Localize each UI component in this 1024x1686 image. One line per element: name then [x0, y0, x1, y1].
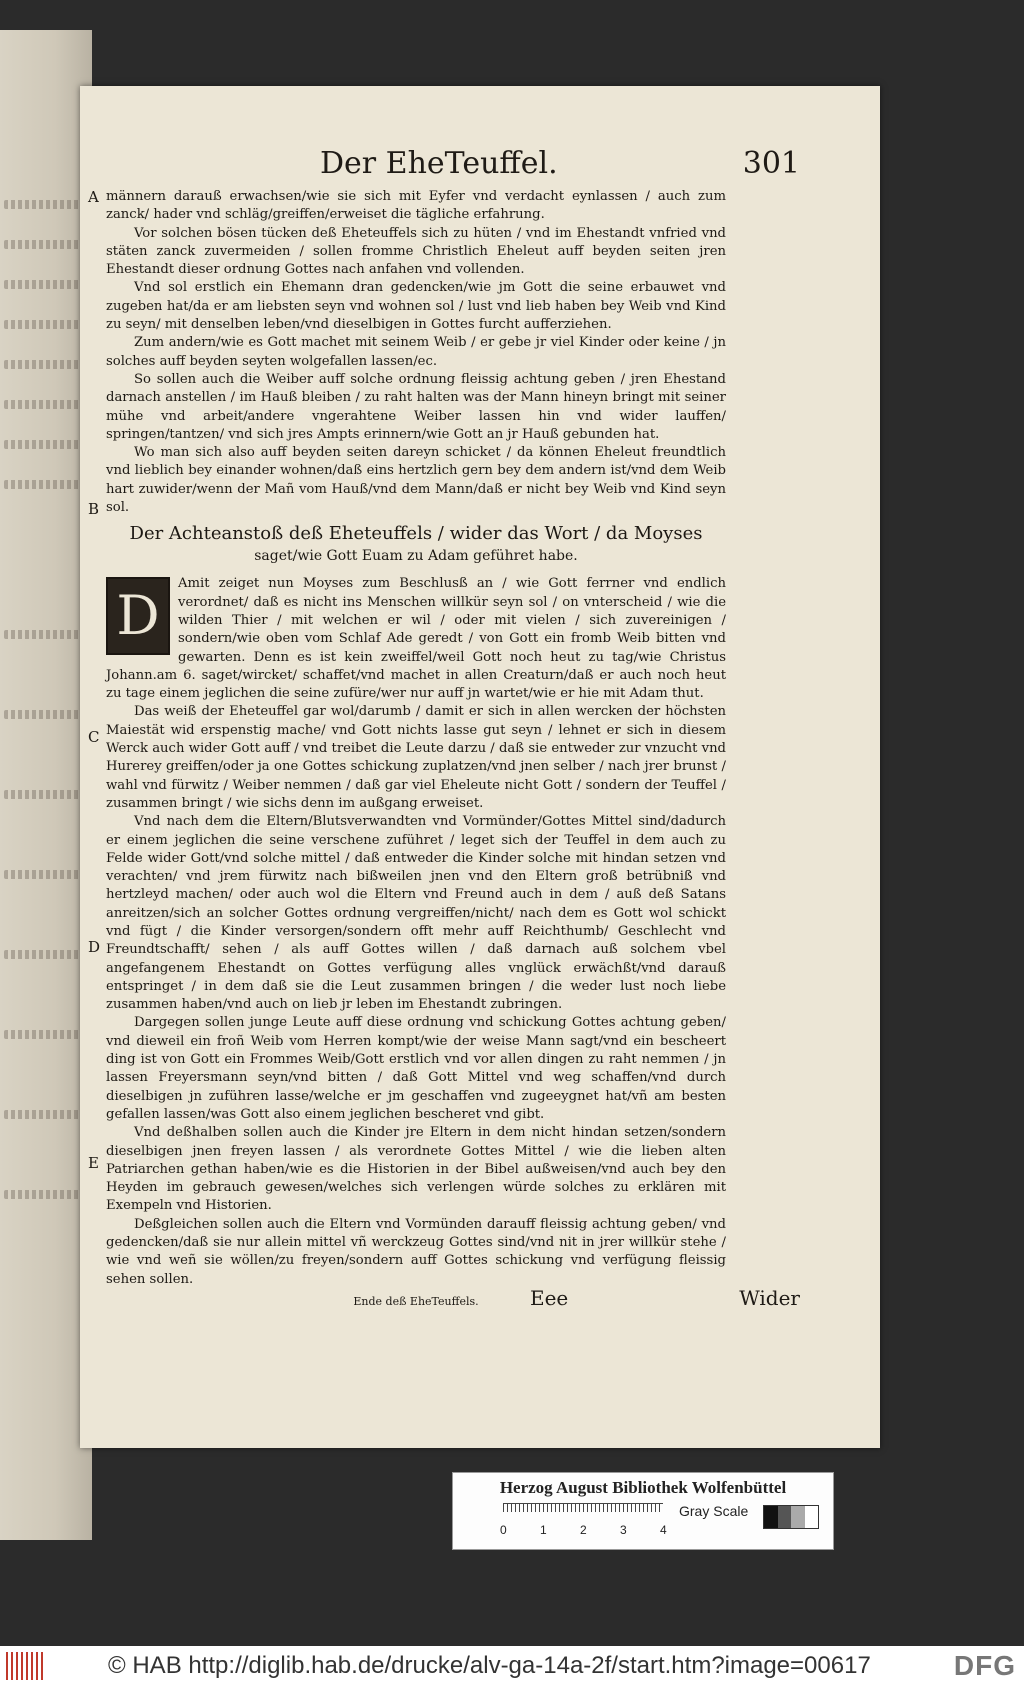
page-number: 301 — [742, 146, 800, 181]
bleed-through-line — [4, 790, 82, 799]
paragraph: männern darauß erwachsen/wie sie sich mit Eyfer vnd verdacht eynlassen / auch zum zanck/ hader vnd schläg/greiffen/erweiset die tägliche erfahrung. — [106, 189, 726, 223]
margin-letter-d: D — [88, 938, 101, 956]
paragraph: Vnd sol erstlich ein Ehemann dran gedencken/wie jm Gott die seine erbauwet vnd zugeben hat/da er am liebsten seyn vnd wohnen sol / lust vnd lieb haben bey Weib vnd Kind zu seyn/ mit denselben leben/vnd dieselbigen in Gottes furcht aufferziehen. — [106, 280, 726, 333]
paragraph: Vnd deßhalben sollen auch die Kinder jre Eltern in dem nicht hindan setzen/sondern dieselbigen jnen freyen lassen / als verordnete Gottes Mittel / wie die lieben alten Patriarchen gethan haben/wie es die Historien in der Bibel außweisen/vnd auch bey den Heyden im gebrauch gewesen/welches sich verlengen würde solches zu erklären mit Exempeln vnd Historien. — [106, 1125, 726, 1214]
bleed-through-line — [4, 950, 82, 959]
paragraph: Zum andern/wie es Gott machet mit seinem Weib / er gebe jr viel Kinder oder keine / jn solches auff beyden seyten wolgefallen lassen/ec. — [106, 335, 726, 369]
paragraph: Amit zeiget nun Moyses zum Beschlusß an / wie Gott ferrner vnd endlich verordnet/ daß es nicht ins Menschen willkür seyn sol / on vnterscheid / wie die wilden Thier / mit welchen er wil / oder mit vielen / sich zuvereinigen / sondern/wie oben vom Schlaf Ade geredt / von Gott ein fromb Weib bitten vnd gewarten. Denn es ist kein zweiffel/weil Gott noch heut zu tag/wie Christus Johann.am 6. saget/wircket/ schaffet/vnd machet in allen Creaturn/daß er auch noch heut zu tage einem jeglichen die seine zufüre/wer nur auff jn wartet/wie er hie mit Adam thut. — [106, 576, 726, 702]
catch-line — [530, 1286, 800, 1316]
paragraph: Wo man sich also auff beyden seiten dareyn schicket / da können Eheleut freundtlich vnd lieblich bey einander wohnen/daß eins hertzlich gern bey dem andern ist/vnd dem Weib hart zuwider/wenn der Mañ vom Hauß/vnd dem Mann/daß er nicht bey Weib vnd Kind seyn sol. — [106, 445, 726, 516]
ruler-number: 1 — [540, 1523, 547, 1537]
ruler-number: 0 — [500, 1523, 507, 1537]
bleed-through-line — [4, 1190, 82, 1199]
margin-letter-c: C — [88, 728, 100, 746]
body-text — [88, 188, 726, 1311]
barcode-icon — [6, 1652, 46, 1680]
bleed-through-line — [4, 280, 82, 289]
dfg-logo: DFG — [953, 1650, 1016, 1681]
paragraph: Vnd nach dem die Eltern/Blutsverwandten vnd Vormünder/Gottes Mittel sind/dadurch er einem jeglichen die seine verschene zuführet / leget sich der Teuffel in dem auch zu Felde wider Gott/vnd solche mittel / daß entweder die Kinder solche mit hindan setzen vnd verachten/ vnd jrem fürwitz nach bißweilen jnen vnd den Eltern groß betrübniß vnd hertzleyd machen/ oder auch wol die Eltern vnd Freund auch in dem / auß deß Satans anreitzen/sich an solcher Gottes ordnung vergreiffen/nicht/ nach dem es Gott wol schickt vnd fügt / die Kinder versorgen/sondern offt mehr auff Reichthumb/ Geschlecht vnd Freundtschafft/ sehen / als auff Gottes willen / daß darnach auß solchem vbel angefangenem Ehestandt on Gottes verfügung alles vnglück erwächßt/vnd darauß entspringet / in dem daß sie die Leut zusammen bringen / die weder lust noch liebe zusammen haben/vnd auch on lieb jr leben im Ehestandt zubringen. — [106, 814, 726, 1013]
margin-letter-b: B — [88, 500, 100, 518]
bleed-through-line — [4, 630, 82, 639]
gray-scale-label: Gray Scale — [679, 1503, 749, 1519]
bleed-through-line — [4, 440, 82, 449]
decorated-initial: D — [106, 577, 170, 655]
paragraph: So sollen auch die Weiber auff solche ordnung fleissig achtung geben / jren Ehestand darnach anstellen / im Hauß bleiben / zu raht halten was der Mann hineyn bringt mit seiner mühe vnd arbeit/andere vngerahtene Weiber lassen hin vnd wider lauffen/ springen/tantzen/ vnd sich jres Ampts erinnern/wie Gott an jr Hauß gebunden hat. — [106, 371, 726, 442]
paragraph: Das weiß der Eheteuffel gar wol/darumb / damit er sich in allen wercken der höchsten Maiestät wid erspenstig mache/ vnd Gott nichts lasse gut seyn / lehnet er sich in diesem Werck auch wider Gott auff / vnd treibet die Leute darzu / daß sie entweder zur vnzucht vnd Hurerey greiffen/oder ja one Gottes schickung zuplatzen/vnd jnen selber / nach jrer brunst / wahl vnd fürwitz / Weiber nemmen / daß gar viel Eheleute nicht Gott / sondern der Teuffel / zusammen bringt / wie sichs denn im außgang erweiset. — [106, 704, 726, 811]
end-line: Ende deß EheTeuffels. — [353, 1294, 479, 1308]
bleed-through-line — [4, 400, 82, 409]
book-page — [80, 86, 880, 1448]
gray-swatch — [764, 1506, 778, 1528]
bleed-through-line — [4, 200, 82, 209]
bleed-through-line — [4, 320, 82, 329]
ruler-number: 3 — [620, 1523, 627, 1537]
library-color-card — [452, 1472, 834, 1550]
gray-scale-swatches — [763, 1505, 819, 1529]
bleed-through-line — [4, 360, 82, 369]
margin-letter-a: A — [88, 188, 99, 206]
bleed-through-line — [4, 710, 82, 719]
signature-mark: Eee — [530, 1286, 569, 1310]
library-name: Herzog August Bibliothek Wolfenbüttel — [499, 1478, 787, 1497]
ruler-number: 2 — [580, 1523, 587, 1537]
running-title: Der EheTeuffel. — [320, 146, 558, 181]
bleed-through-line — [4, 870, 82, 879]
source-link[interactable]: © HAB http://diglib.hab.de/drucke/alv-ga-14a-2f/start.htm?image=00617 — [108, 1652, 871, 1679]
paragraph: Vor solchen bösen tücken deß Eheteuffels sich zu hüten / vnd im Ehestandt vnfried vnd stäten zanck zuvermeiden / sollen fromme Christlich Eheleut auff beyden seiten jren Ehestandt dieser ordnung Gottes nach anfahen vnd vollenden. — [106, 225, 726, 278]
bleed-through-line — [4, 1110, 82, 1119]
gray-swatch — [791, 1506, 805, 1528]
section-heading-title: Der Achteanstoß deß Eheteuffels / wider das Wort / da Moyses — [129, 523, 703, 545]
bleed-through-line — [4, 240, 82, 249]
catchword: Wider — [739, 1286, 800, 1310]
bleed-through-line — [4, 1030, 82, 1039]
running-head — [320, 146, 800, 186]
footer-bar — [0, 1646, 1024, 1686]
ruler-number: 4 — [660, 1523, 667, 1537]
section-heading — [106, 523, 726, 567]
ruler — [503, 1503, 663, 1522]
gray-swatch — [805, 1506, 819, 1528]
bleed-through-line — [4, 480, 82, 489]
paragraph: Deßgleichen sollen auch die Eltern vnd Vormünden darauff fleissig achtung geben/ vnd gedencken/daß sie nur allein mittel vñ werckzeug Gottes sind/vnd nit in jrer willkür stehe / wie vnd weñ sie wöllen/zu freyen/sondern auff Gottes schickung vnd verfügung fleissig sehen sollen. — [106, 1216, 726, 1287]
paragraph: Dargegen sollen junge Leute auff diese ordnung vnd schickung Gottes achtung geben/ vnd dieweil ein froñ Weib vom Herren kompt/wie der weise Mann sagt/vnd ein bescheert ding ist von Gott ein Frommes Weib/Gott erstlich vnd vor allen dingen zu raht nemmen / jn lassen Freyersmann seyn/vnd bitten / daß Gott Mittel vnd weg schaffen/vnd durch dieselbigen jn zuführen lasse/welche er jm geschaffen vnd zugeeygnet hat/vñ am besten gefallen lassen/was Gott also einem jeglichen bescheret vnd gibt. — [106, 1015, 726, 1122]
margin-letter-e: E — [88, 1154, 99, 1172]
left-page-edge — [0, 30, 92, 1540]
gray-swatch — [778, 1506, 792, 1528]
section-heading-subtitle: saget/wie Gott Euam zu Adam geführet habe. — [254, 548, 578, 565]
